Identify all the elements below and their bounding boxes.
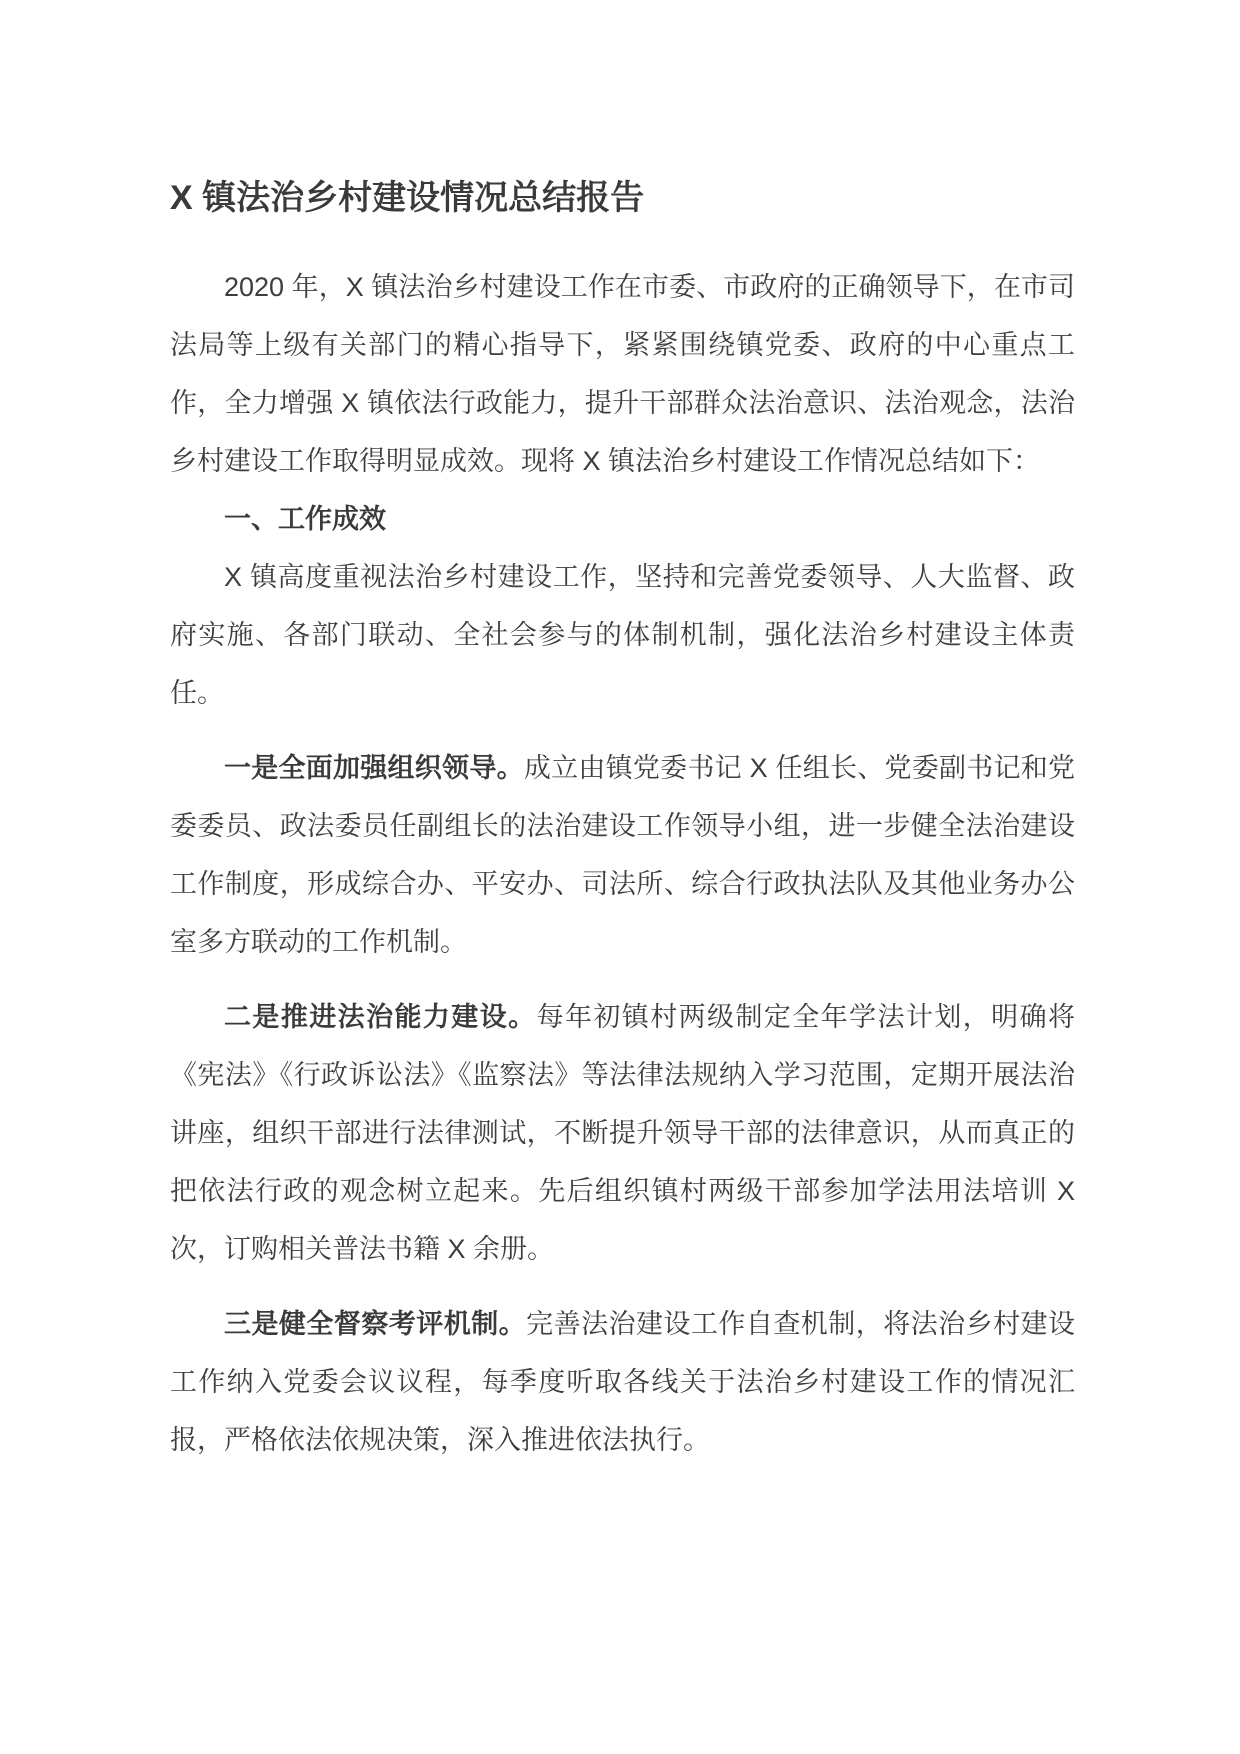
paragraph-point-1-lead: 一是全面加强组织领导。	[224, 753, 524, 783]
section-heading-achievements: 一、工作成效	[224, 504, 386, 534]
paragraph-overview: X 镇高度重视法治乡村建设工作，坚持和完善党委领导、人大监督、政府实施、各部门联动、全社会参与的体制机制，强化法治乡村建设主体责任。	[170, 562, 1075, 708]
document-title: X 镇法治乡村建设情况总结报告	[170, 179, 645, 217]
paragraph-point-2-text: 每年初镇村两级制定全年学法计划，明确将《宪法》《行政诉讼法》《监察法》等法律法规纳入学习范围，定期开展法治讲座，组织干部进行法律测试，不断提升领导干部的法律意识，从而真正的把依法行政的观念树立起来。先后组织镇村两级干部参加学法用法培训 X 次，订购相关普法书籍 X 余册。	[170, 1002, 1076, 1264]
paragraph-point-3-text: 完善法治建设工作自查机制，将法治乡村建设工作纳入党委会议议程，每季度听取各线关于法治乡村建设工作的情况汇报，严格依法依规决策，深入推进依法执行。	[170, 1309, 1076, 1455]
paragraph-point-1-text: 成立由镇党委书记 X 任组长、党委副书记和党委委员、政法委员任副组长的法治建设工作领导小组，进一步健全法治建设工作制度，形成综合办、平安办、司法所、综合行政执法队及其他业务办公室多方联动的工作机制。	[170, 753, 1076, 957]
paragraph-point-1	[170, 739, 1075, 971]
paragraph-point-3-lead: 三是健全督察考评机制。	[224, 1309, 527, 1339]
paragraph-intro: 2020 年，X 镇法治乡村建设工作在市委、市政府的正确领导下，在市司法局等上级有关部门的精心指导下，紧紧围绕镇党委、政府的中心重点工作，全力增强 X 镇依法行政能力，提升干部群众法治意识、法治观念，法治乡村建设工作取得明显成效。现将 X 镇法治乡村建设工作情况总结如下：	[170, 272, 1075, 476]
paragraph-point-2-lead: 二是推进法治能力建设。	[224, 1002, 537, 1032]
paragraph-point-3	[170, 1295, 1075, 1469]
paragraph-point-2	[170, 988, 1075, 1278]
